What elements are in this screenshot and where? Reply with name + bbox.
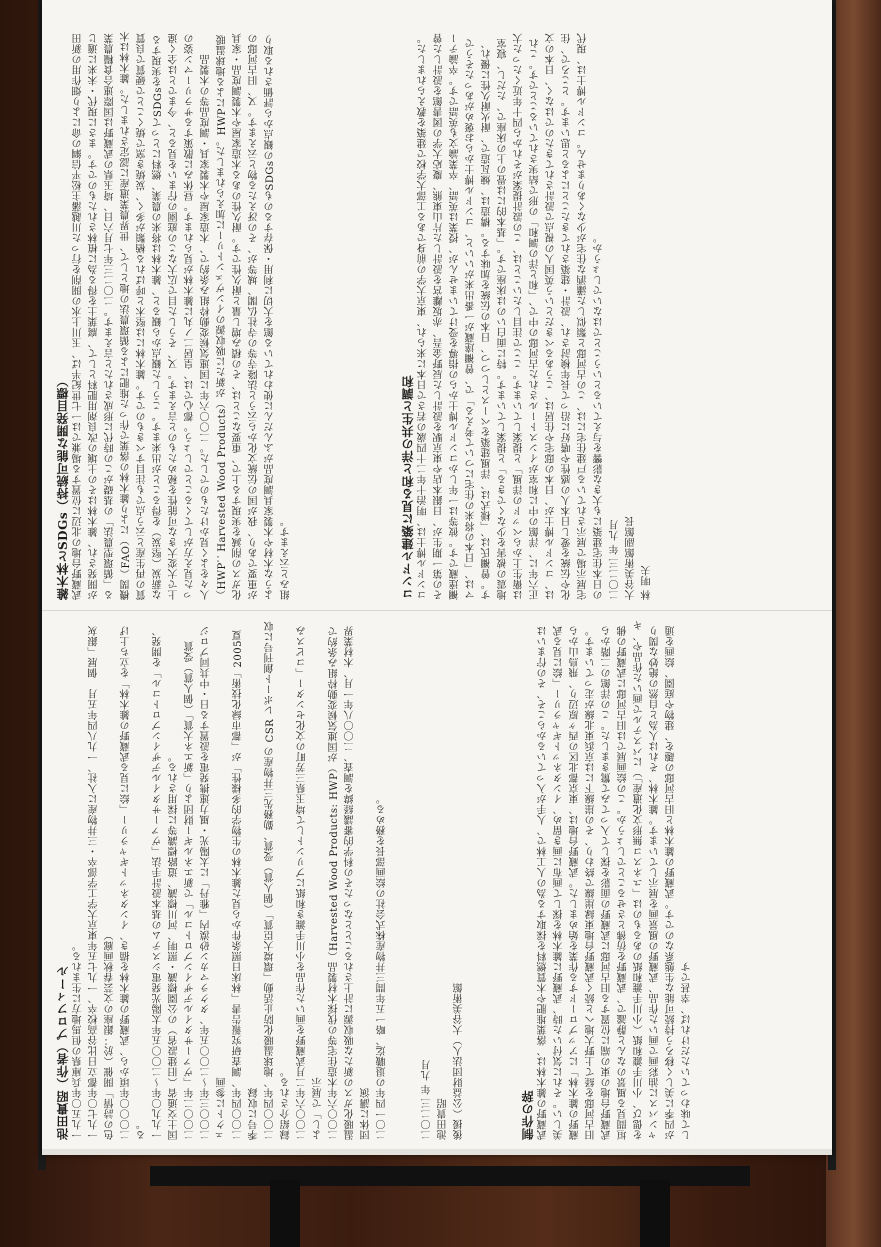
preface-signature-block bbox=[420, 620, 520, 1140]
profile-item: 二〇〇〇年頃から、武蔵野の雑木林を描き、インタネットギャラリー「絵に見る武蔵野の雑木林」を立ち上げる。 bbox=[121, 625, 148, 1140]
profile-item: 二〇一四年の退職迄、略一五年間三井物産株式会社の絵画部長を務める。 bbox=[377, 793, 388, 1140]
essay-conder-signature-role: 大谷美術館副館長 bbox=[626, 516, 637, 600]
preface-author: 池田貴昭 bbox=[438, 1098, 449, 1140]
panel-bottom-edge bbox=[42, 1149, 832, 1155]
preface-title: 制作の辞 bbox=[521, 1090, 535, 1140]
essay-conder-date: 二〇二三 年 九月 bbox=[610, 519, 621, 600]
profile-item: 二〇〇六年木造住宅等の伐採木材製品（Harvested Wood Products: HWP）が国連気候変動枠組み条約で温暖化ガスの新たな吸収源に計上されることとなったその科学的審議経緯を調査、二〇〇八年一月、木材業界団体に講演 bbox=[329, 625, 372, 1140]
essay-conder-title: コンドル建築に見る和と洋の共生と調和 bbox=[401, 375, 415, 600]
preface-date: 二〇二三 年 九月 bbox=[422, 1059, 433, 1140]
essay-conder-block bbox=[400, 30, 780, 600]
preface-sponsor: 後援（公益財団法人）大谷美術館 bbox=[454, 982, 465, 1140]
profile-title: 池田貴昭（作者）プロフィール bbox=[56, 965, 70, 1140]
profile-item: 二〇〇四年、調査研究報告書「林床日照条件から見た雑木林の生物学的多様性」が「都市緑化技術」2005夏季号に収録 bbox=[233, 629, 260, 1140]
profile-item: 一九九〇年〜二〇〇五年太陽光発電システムの基本設計手法「ヴァーサタイルデザインプロトコル」を開発、国土交通省（旧建設省）の公園標識・照明、河川標識、道路標識等に採用される。 bbox=[153, 625, 180, 1140]
essay-sdgs-vertical bbox=[55, 30, 385, 600]
profile-item: 一九七〇年都立日比谷高校卒、一九七五年東京大学工学部卒・三井物産に入社、一九八四年五月 個展「銀灰色の詩情」開催（於：銀座の文芸春秋画廊） bbox=[89, 625, 116, 1140]
profile-item: 二〇〇六年二月武蔵野を画いた作品を小川手漉き和紙にプリントして埼玉県三芳町の文化センター「コピスみよし」で展示 bbox=[297, 625, 324, 1140]
panel-fold-line bbox=[42, 610, 832, 611]
easel-leg-right bbox=[640, 1180, 670, 1247]
essay-conder-vertical bbox=[400, 30, 780, 600]
preface-signature-vertical bbox=[420, 620, 520, 1140]
easel-leg-left bbox=[270, 1180, 300, 1247]
essay-sdgs-block bbox=[55, 30, 385, 600]
essay-sdgs-title: 雑木林とSDGs（持続可能な開発目標） bbox=[56, 374, 70, 600]
preface-block bbox=[520, 620, 810, 1140]
profile-vertical bbox=[55, 620, 435, 1140]
preface-body: 武蔵野の雑木林は、落葉堆肥や木質燃料を採取する為の人工林で、人手が入っているからこそ、その佇まいは美しい。それに気付いた時、武蔵野に雑木林を探して画布に画き留め、インタネットギャラリー「絵に見る武蔵野の雑木林」にアップロードする作業を始めました。武蔵野台地は、東京都北区の西ヶ原辺り、飛鳥山から旧古河邸を経て上野大地へと続く武蔵野台地東縁崖線で終わり、その崖線下には京浜東北線が走っています。武蔵野台地の東の端に位置する旧古河邸に武蔵野の面影を探して入ってみて驚きました。この洋館の二階から垣間見る風景のなんと静謐で、武蔵野を彷彿とさせることでしょうか。この絵画展では旧古河邸に武蔵野の佛を偲び、小川手漉和紙（小川手漉和紙のあるものは「ユネスコ無形文化遺産」）にパステルで画いた作品や、キャンバスに油彩画で画いた作品、武蔵野の風景画を展示しています。雑木林、それは人為と自然の絶妙な関りが四季に美しく移ろう持続可能な生態系なのです。武蔵野の雑木林と旧古河邸の趣を、建物や庭園、絵画を通して味わっていただければ、幸甚です bbox=[538, 620, 693, 1140]
profile-item: 二〇〇四年、地球温暖化防止活動「環境大臣賞」（個人賞）受賞、勤務先三井物産の CSR レポート創刊号に収録紹介される。 bbox=[265, 620, 292, 1140]
profile-block bbox=[55, 620, 435, 1140]
profile-item: 二〇〇二年「ヴァーサタイルデザインプロトコル」で新エネルギー財団より「新エネ大賞」（個人賞）受賞 bbox=[185, 641, 196, 1140]
essay-sdgs-body: 武蔵野台地の北辺に位置する場兼では一七世紀半ば、玉川上水の開削を行った川越藩主松平信綱の命により畑作用の新田が開発され、雑木林はその土壌の改良剤用肥料として、腐葉土を得る為に植林されたものです。まさに現代・未来に適じる「循環型農法」の基礎がこの時代に形成されたと言えます。二〇二三年七月六日、埼玉県の武蔵野は国際連合食糧農業機関（FAO）により雑木林の落葉で作った堆肥による循環農法の地として、世界農業遺産に認定されました。雑木林は木質の再生産と云う点でも注目すべきものです。雑木林には堅木と呼ばれる楢類が多く、炭焼き窯で焼くことで硬質で良質な薪炭（堅炭）を得ることが出来ます。こうした観点から観ると、雑木林は将来の農業、燃料にとってSDGsを実現する上で大変大きな可能性を秘めたものと言えます。又、そうした目で広大なこの庭園の佇まいを見ると、今までとは全く違った見え方がしてくることでしょう。都心では、皇居二ノ丸に雑木林が見られます。昼休みに散策するサラリーマン姿の人々をよく見かけたものでした。二〇〇六年に国連気候変動枠組み条約で、木造家屋や木製家具・調度品等の木製品（HWP：Harvested Wood Products）が新たに吸収源のインヴェントリーに加えられました。HWPによる地球温暖化ガスの削減を実現する上で、重要なことは、その積み増し量と耐久性です。耐久性のある木造家屋や木製調度品・家具が重要であり、我が国の伝統文化から云うと法隆寺等の寺社仏閣、城等が、その冴えたる物と云えます。又、旧古河邸のような木材や木製家具調度品がふんだんに使われている館を大切に利用・保存するのもSDGsの観点から評価される取り組みと云えます。 bbox=[73, 31, 292, 600]
profile-item: 一九五〇年兵庫県の但馬地方に生まれる。 bbox=[73, 940, 84, 1140]
preface-vertical bbox=[520, 620, 810, 1140]
essay-conder-signature-name: 林 明夫 bbox=[642, 564, 653, 600]
essay-conder-body: コンドル博士は、明治十年二十四歳の若さで日本に来られ、東京大学の前身である工部大学校で建築を教えられました。その第一期生が、日銀本店や東京駅を設計した辰野金吾、赤坂離宮を設計した片山東熊、慶応大学の図書館を設計した曾禰達蔵です。彼等は一年しかコンドル博士からの指導を受けていませんが、授業は英語、卒業論文も英語です。卒論テーマは、「日本の将来の住宅について考える」で、曾禰達蔵が一番出来がいいと、コンドル博士からお褒めがあったそうです。曾禰氏は、「様式は、洋風建築をベースとしつつ、日本の伝統を加味する。構造は、煉瓦造で、耐火耐久性に優れ、地震の被害を少なくできる」と提案しています。特に面白いのは床座です。「基本的には畳の上の床座で、ただし、寝室は衛生上からベッドの洋風」と提案しています。ここで注目したいことは、この設計提案がそれから四十年近くたった大正六年に、洋館の中に和室がインストールされた古河邸の中で、「和と洋の調和」の形で結実されていることです。これは、コンドル博士が、日本の邸宅や住居は、こうあるべきだという英国人の視点で設計されてきたのではなく、日本の文化や伝統を愛し日本人の感性や嗜好に沿って長年検討され、設計・建築されてきたことによると思います。ところで、住宅展示場で展示されている戸建住宅には、この古河邸と類似した瀟洒な住宅が少なくありません。コンドル博士は、現代の日本住宅建築にも大きな影響を与えているということではないでしょうか。 bbox=[418, 33, 605, 600]
profile-item: 二〇〇三年〜二〇〇五年、タクラマカン砂漠内「雅丹」に太陽光・風力連携発電を設置する日・中共同プロジェクトに参画 bbox=[201, 625, 228, 1140]
